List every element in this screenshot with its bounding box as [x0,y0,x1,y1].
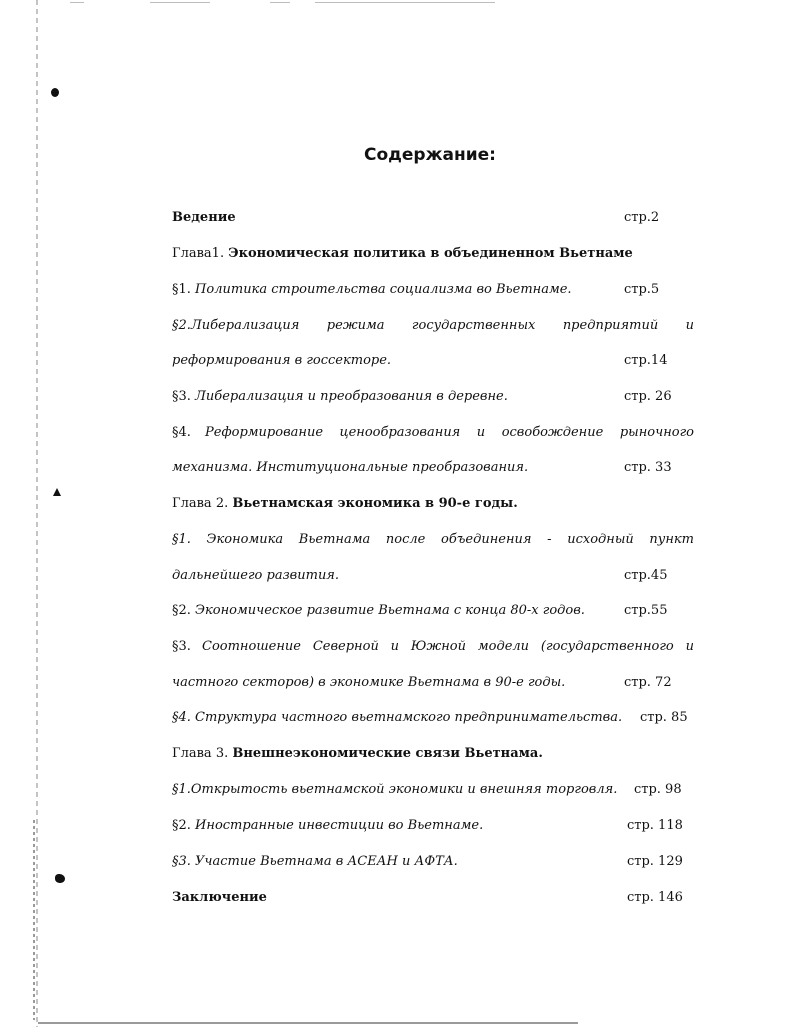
toc-page: стр. 146 [627,890,683,905]
toc-chapter-3 [172,744,694,764]
toc-page: стр. 26 [624,389,672,404]
section-title-line2: частного секторов) в экономике Вьетнама в 90-е годы. [172,675,566,690]
toc-page: стр. 72 [624,675,672,690]
ink-blot [51,88,59,97]
toc-page: стр. 118 [627,818,683,833]
section-title-line1: §2.Либерализация режима государственных предприятий и [172,318,694,333]
scan-mark-top [315,2,495,3]
scan-mark-top [270,2,290,3]
chapter-prefix: Глава1. [172,246,225,261]
toc-entry [172,816,694,836]
chapter-prefix: Глава 2. [172,496,229,511]
section-number: §4. [172,425,191,440]
section-title: Либерализация и преобразования в деревне. [195,389,508,404]
section-title: Иностранные инвестиции во Вьетнаме. [195,818,484,833]
toc-entry [172,637,694,657]
scan-edge-bottom [38,1022,578,1024]
section-title-line2: реформирования в госсекторе. [172,353,392,368]
section-title-line1: Реформирование ценообразования и освобождение рыночного [205,425,694,440]
toc-entry [172,387,694,407]
chapter-title: Вьетнамская экономика в 90-е годы. [232,496,518,511]
toc-chapter-2 [172,494,694,514]
toc-entry [172,351,694,371]
section-number: §2. [172,818,191,833]
section-number: §2. [172,603,191,618]
chapter-title: Внешнеэкономические связи Вьетнама. [232,746,543,761]
chapter-title: Экономическая политика в объединенном Вьетнаме [228,246,633,261]
toc-entry [172,280,694,300]
toc-entry-intro [172,208,694,228]
section-title: §3. Участие Вьетнама в АСЕАН и АФТА. [172,854,458,869]
scan-edge-left-dark [33,820,35,1020]
section-number: §3. [172,389,191,404]
section-title: §1.Открытость вьетнамской экономики и внешняя торговля. [172,782,618,797]
toc-chapter-1 [172,244,694,264]
toc-entry [172,708,694,728]
toc-page: стр.14 [624,353,668,368]
toc-entry [172,780,694,800]
toc-page: стр. 98 [634,782,682,797]
section-number: §1. [172,282,191,297]
section-title-line2: механизма. Институциональные преобразования. [172,460,529,475]
toc-page: стр. 85 [640,710,688,725]
toc-entry [172,316,694,336]
ink-blot [53,488,61,496]
section-title: Экономическое развитие Вьетнама с конца 80-х годов. [195,603,585,618]
toc-label: Заключение [172,890,267,905]
ink-blot [55,874,65,883]
toc-entry-conclusion [172,888,694,908]
toc-entry [172,601,694,621]
scan-mark-top [70,2,84,3]
scan-mark-top [150,2,210,3]
toc-entry [172,673,694,693]
section-title: §4. Структура частного вьетнамского предпринимательства. [172,710,623,725]
toc-entry [172,530,694,550]
section-title-line1: Соотношение Северной и Южной модели (государственного и [202,639,694,654]
toc-label: Ведение [172,210,236,225]
toc-page: стр.5 [624,282,660,297]
section-title: Политика строительства социализма во Вьетнаме. [195,282,572,297]
chapter-prefix: Глава 3. [172,746,229,761]
toc-page: стр.45 [624,568,668,583]
toc-entry [172,566,694,586]
toc-page: стр.2 [624,210,660,225]
toc-entry [172,458,694,478]
page-title: Содержание: [364,145,496,165]
toc-page: стр. 33 [624,460,672,475]
toc-page: стр.55 [624,603,668,618]
section-title-line2: дальнейшего развития. [172,568,340,583]
toc-entry [172,423,694,443]
toc-page: стр. 129 [627,854,683,869]
section-title-line1: §1. Экономика Вьетнама после объединения - исходный пункт [172,532,694,547]
toc-entry [172,852,694,872]
section-number: §3. [172,639,191,654]
